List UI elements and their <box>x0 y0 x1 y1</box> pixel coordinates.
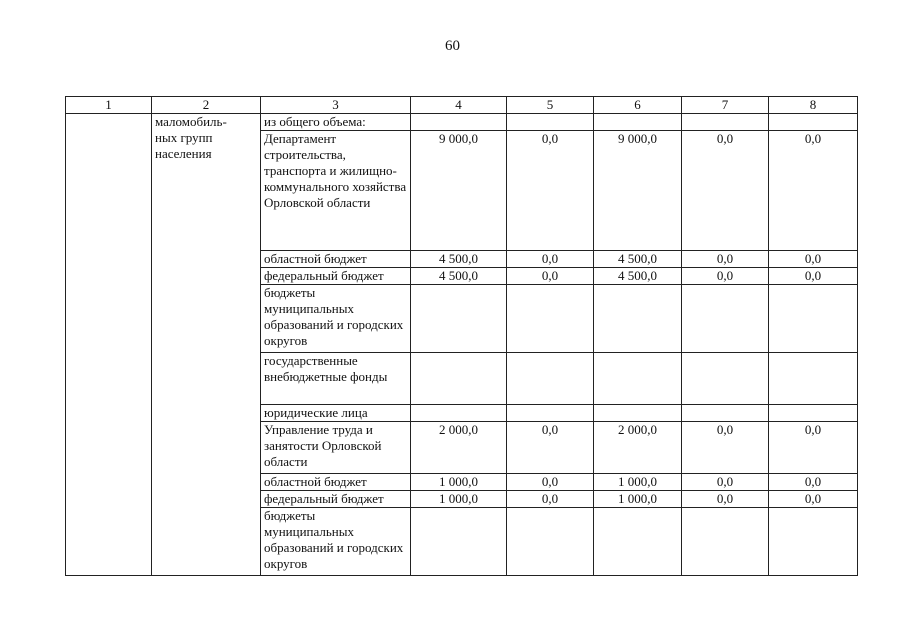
col1-cell <box>66 114 152 576</box>
row-label: Управление труда и занятости Орловской области <box>261 422 411 474</box>
value-cell <box>411 353 507 405</box>
value-cell: 2 000,0 <box>411 422 507 474</box>
row-label: федеральный бюджет <box>261 268 411 285</box>
row-label: бюджеты муниципальных образований и городских округов <box>261 285 411 353</box>
value-cell: 1 000,0 <box>411 474 507 491</box>
value-cell: 0,0 <box>769 491 858 508</box>
value-cell: 0,0 <box>507 131 594 251</box>
header-cell: 3 <box>261 97 411 114</box>
value-cell: 0,0 <box>769 422 858 474</box>
value-cell: 1 000,0 <box>594 491 682 508</box>
header-cell: 1 <box>66 97 152 114</box>
budget-table <box>65 96 858 576</box>
row-label: из общего объема: <box>261 114 411 131</box>
header-cell: 8 <box>769 97 858 114</box>
header-cell: 2 <box>152 97 261 114</box>
value-cell <box>411 114 507 131</box>
value-cell <box>769 508 858 576</box>
value-cell: 2 000,0 <box>594 422 682 474</box>
value-cell <box>769 405 858 422</box>
value-cell: 0,0 <box>507 491 594 508</box>
value-cell: 0,0 <box>769 251 858 268</box>
value-cell <box>411 285 507 353</box>
value-cell <box>411 405 507 422</box>
value-cell: 0,0 <box>769 131 858 251</box>
value-cell: 0,0 <box>769 268 858 285</box>
value-cell <box>507 353 594 405</box>
value-cell <box>682 285 769 353</box>
header-cell: 6 <box>594 97 682 114</box>
header-cell: 4 <box>411 97 507 114</box>
row-label: областной бюджет <box>261 474 411 491</box>
value-cell <box>594 114 682 131</box>
value-cell <box>594 353 682 405</box>
header-cell: 5 <box>507 97 594 114</box>
value-cell <box>769 353 858 405</box>
row-label: областной бюджет <box>261 251 411 268</box>
row-label: бюджеты муниципальных образований и городских округов <box>261 508 411 576</box>
value-cell <box>594 508 682 576</box>
value-cell: 0,0 <box>682 491 769 508</box>
value-cell: 1 000,0 <box>411 491 507 508</box>
value-cell <box>507 405 594 422</box>
value-cell: 4 500,0 <box>411 268 507 285</box>
col2-program-cell: маломобиль- ных групп населения <box>152 114 261 576</box>
value-cell <box>507 285 594 353</box>
value-cell <box>507 114 594 131</box>
value-cell <box>682 353 769 405</box>
value-cell: 0,0 <box>507 251 594 268</box>
value-cell <box>682 405 769 422</box>
value-cell: 9 000,0 <box>594 131 682 251</box>
table-row <box>66 114 858 131</box>
value-cell: 0,0 <box>769 474 858 491</box>
value-cell <box>507 508 594 576</box>
value-cell: 0,0 <box>682 251 769 268</box>
header-row <box>66 97 858 114</box>
value-cell: 1 000,0 <box>594 474 682 491</box>
row-label: юридические лица <box>261 405 411 422</box>
page-number: 60 <box>445 38 460 54</box>
value-cell <box>769 285 858 353</box>
row-label: Департамент строительства, транспорта и жилищно-коммунального хозяйства Орловской области <box>261 131 411 251</box>
row-label: федеральный бюджет <box>261 491 411 508</box>
value-cell: 4 500,0 <box>411 251 507 268</box>
value-cell: 4 500,0 <box>594 268 682 285</box>
value-cell: 0,0 <box>507 422 594 474</box>
value-cell: 0,0 <box>507 268 594 285</box>
value-cell: 0,0 <box>682 268 769 285</box>
row-label: государственные внебюджетные фонды <box>261 353 411 405</box>
value-cell <box>411 508 507 576</box>
value-cell <box>594 405 682 422</box>
value-cell: 0,0 <box>682 474 769 491</box>
value-cell <box>682 508 769 576</box>
value-cell <box>594 285 682 353</box>
value-cell <box>682 114 769 131</box>
value-cell: 0,0 <box>682 422 769 474</box>
value-cell: 4 500,0 <box>594 251 682 268</box>
value-cell: 0,0 <box>682 131 769 251</box>
value-cell: 9 000,0 <box>411 131 507 251</box>
header-cell: 7 <box>682 97 769 114</box>
value-cell: 0,0 <box>507 474 594 491</box>
value-cell <box>769 114 858 131</box>
